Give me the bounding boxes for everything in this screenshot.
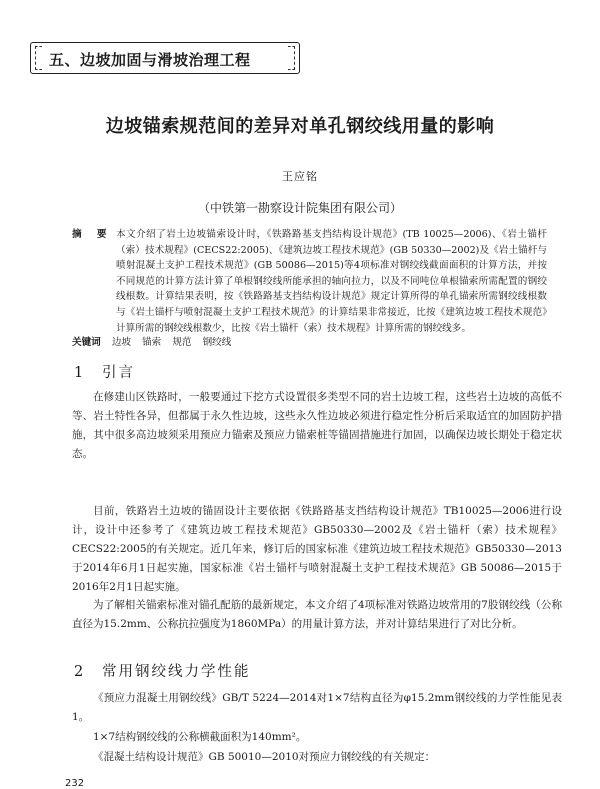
section-title: 常用钢绞线力学性能: [102, 664, 251, 680]
keywords: [72, 334, 547, 348]
page-number: 232: [65, 778, 85, 789]
section-title: 引言: [102, 365, 135, 381]
abstract-text: 本文介绍了岩土边坡锚索设计时，《铁路路基支挡结构设计规范》(TB 10025—2006)、《岩土锚杆（索）技术规程》(CECS22:2005)、《建筑边坡工程技术规范》(GB 50330—2002)及《岩土锚杆与喷射混凝土支护工程技术规范》(GB 50086—2015)等4项标准对钢绞线截面面积的计算方法，并按不同规范的计算方法计算了单根钢绞线所能承担的轴向拉力，以及不同吨位单根锚索所需配置的钢绞线根数。计算结果表明，按《铁路路基支挡结构设计规范》规定计算所得的单孔锚索所需钢绞线根数与《岩土锚杆与喷射混凝土支护工程技术规范》的计算结果非常接近，比按《建筑边坡工程技术规范》计算所需的钢绞线根数少，比按《岩土锚杆（索）技术规程》计算所需的钢绞线多。: [116, 229, 547, 334]
paragraph: 目前，铁路岩土边坡的锚固设计主要依据《铁路路基支挡结构设计规范》TB10025—2006进行设计，设计中还参考了《建筑边坡工程技术规范》GB50330—2002及《岩土锚杆（索）技术规程》CECS22:2005的有关规定。近几年来，修订后的国家标准《建筑边坡工程技术规范》GB50330—2013于2014年6月1日起实施，国家标准《岩土锚杆与喷射混凝土支护工程技术规范》GB 50086—2015于2016年2月1日起实施。: [72, 505, 562, 593]
section-number: 1: [74, 365, 86, 381]
paragraph: 《预应力混凝土用钢绞线》GB/T 5224—2014对1×7结构直径为φ15.2mm钢绞线的力学性能见表1。: [72, 692, 562, 723]
paragraph: 1×7结构钢绞线的公称横截面积为140mm²。: [93, 731, 307, 743]
keyword: 锚索: [142, 337, 162, 348]
paragraph: 《混凝土结构设计规范》GB 50010—2010对预应力钢绞线的有关规定：: [93, 751, 436, 763]
paragraph: 为了解相关锚索标准对锚孔配筋的最新规定，本文介绍了4项标准对铁路边坡常用的7股钢绞线（公称直径为15.2mm、公称抗拉强度为1860MPa）的用量计算方法，并对计算结果进行了对比分析。: [72, 599, 562, 630]
section-banner-label: 五、边坡加固与滑坡治理工程: [49, 51, 251, 69]
paper-title: 边坡锚索规范间的差异对单孔钢绞线用量的影响: [105, 116, 495, 137]
affiliation: （中铁第一勘察设计院集团有限公司）: [197, 201, 402, 215]
paragraph: 在修建山区铁路时，一般要通过下挖方式设置很多类型不同的岩土边坡工程，这些岩土边坡的高低不等、岩土特性各异，但都属于永久性边坡，这些永久性边坡必须进行稳定性分析后采取适宜的加固防护措施，其中很多高边坡须采用预应力锚索及预应力锚索桩等锚固措施进行加固，以确保边坡长期处于稳定状态。: [72, 391, 562, 460]
section-number: 2: [74, 664, 86, 680]
keywords-label: 关键词: [72, 337, 101, 348]
keyword: 规范: [172, 337, 192, 348]
section-2-heading: [74, 660, 251, 681]
section-banner: [30, 42, 300, 74]
abstract-label: 摘 要: [72, 229, 113, 240]
section-1-heading: [74, 361, 135, 382]
keyword: 钢绞线: [202, 337, 232, 348]
abstract: [72, 227, 547, 336]
keyword: 边坡: [111, 337, 132, 348]
author: 王应铭: [282, 170, 318, 183]
